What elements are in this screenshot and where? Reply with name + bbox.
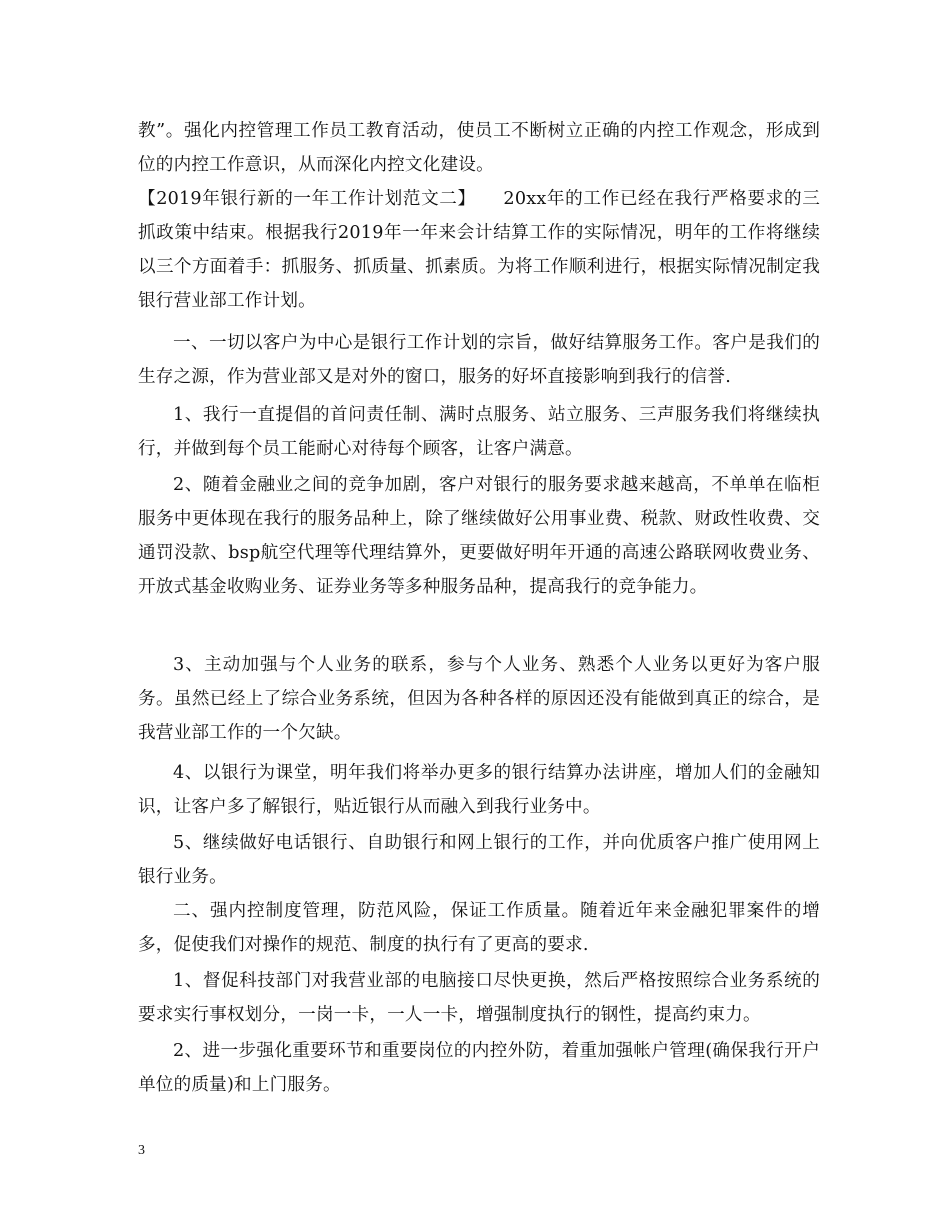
paragraph-7: 4、以银行为课堂，明年我们将举办更多的银行结算办法讲座，增加人们的金融知识，让客户多了解银行，贴近银行从而融入到我行业务中。 <box>138 763 820 817</box>
paragraph-9: 二、强内控制度管理，防范风险，保证工作质量。随着近年来金融犯罪案件的增多，促使我们对操作的规范、制度的执行有了更高的要求. <box>138 901 820 955</box>
paragraph-11: 2、进一步强化重要环节和重要岗位的内控外防，着重加强帐户管理(确保我行开户单位的质量)和上门服务。 <box>138 1041 820 1095</box>
paragraph-6: 3、主动加强与个人业务的联系，参与个人业务、熟悉个人业务以更好为客户服务。虽然已经上了综合业务系统，但因为各种各样的原因还没有能做到真正的综合，是我营业部工作的一个欠缺。 <box>138 655 820 743</box>
paragraph-4: 1、我行一直提倡的首问责任制、满时点服务、站立服务、三声服务我们将继续执行，并做到每个员工能耐心对待每个顾客，让客户满意。 <box>138 405 820 459</box>
paragraph-1: 教”。强化内控管理工作员工教育活动，使员工不断树立正确的内控工作观念，形成到位的内控工作意识，从而深化内控文化建设。 <box>138 121 820 175</box>
paragraph-5: 2、随着金融业之间的竞争加剧，客户对银行的服务要求越来越高，不单单在临柜服务中更体现在我行的服务品种上，除了继续做好公用事业费、税款、财政性收费、交通罚没款、bsp航空代理等代理结算外，更要做好明年开通的高速公路联网收费业务、开放式基金收购业务、证券业务等多种服务品种，提高我行的竞争能力。 <box>138 475 820 597</box>
paragraph-2: 【2019年银行新的一年工作计划范文二】 20xx年的工作已经在我行严格要求的三抓政策中结束。根据我行2019年一年来会计结算工作的实际情况，明年的工作将继续以三个方面着手：抓服务、抓质量、抓素质。为将工作顺利进行，根据实际情况制定我银行营业部工作计划。 <box>138 189 820 311</box>
paragraph-3: 一、一切以客户为中心是银行工作计划的宗旨，做好结算服务工作。客户是我们的生存之源，作为营业部又是对外的窗口，服务的好坏直接影响到我行的信誉. <box>138 333 820 387</box>
paragraph-10: 1、督促科技部门对我营业部的电脑接口尽快更换，然后严格按照综合业务系统的要求实行事权划分，一岗一卡，一人一卡，增强制度执行的钢性，提高约束力。 <box>138 971 820 1025</box>
paragraph-8: 5、继续做好电话银行、自助银行和网上银行的工作，并向优质客户推广使用网上银行业务。 <box>138 833 820 887</box>
page-number: 3 <box>138 1143 145 1158</box>
